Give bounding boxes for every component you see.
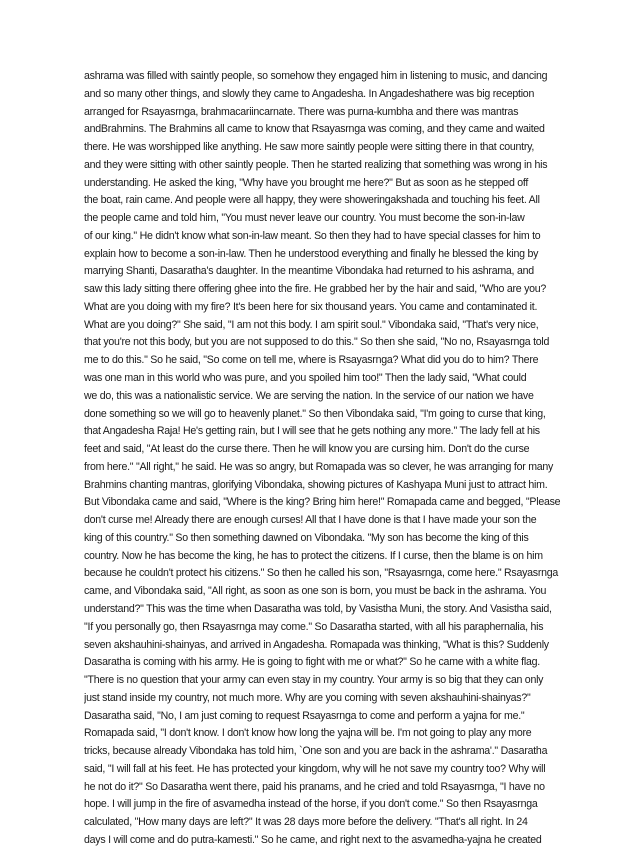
text-line: came, and Vibondaka said, "All right, as soon as one son is born, you must be back in the ashrama. You [84,585,547,598]
text-line: What are you doing?" She said, "I am not this body. I am spirit soul." Vibondaka said, "That's very nice, [84,318,539,331]
text-line: country. Now he has become the king, he has to protect the citizens. If I curse, then the blame is on him [84,549,543,562]
text-line: there. He was worshipped like anything. He saw more saintly people were sitting there in that country, [84,141,535,154]
text-line: explain how to become a son-in-law. Then he understood everything and finally he blessed the king by [84,247,539,260]
text-line: that Angadesha Raja! He's getting rain, but I will see that he gets nothing any more." The lady fell at his [84,425,540,438]
text-line: hope. I will jump in the fire of asvamedha instead of the horse, if you don't come." So then Rsayasrnga [84,798,538,811]
text-line: Brahmins chanting mantras, glorifying Vibondaka, showing pictures of Kashyapa Muni just to attract him. [84,478,548,491]
text-line: But Vibondaka came and said, "Where is the king? Bring him here!" Romapada came and begged, "Please [84,496,561,509]
text-line: he not do it?" So Dasaratha went there, paid his pranams, and he cried and told Rsayasrnga, "I have no [84,780,545,793]
text-line: don't curse me! Already there are enough curses! All that I have done is that I have made your son the [84,514,537,527]
text-line: Dasaratha said, "No, I am just coming to request Rsayasrnga to come and perform a yajna for me." [84,709,525,722]
text-line: "There is no question that your army can even stay in my country. Your army is so big that they can only [84,674,544,687]
text-line: ashrama was filled with saintly people, so somehow they engaged him in listening to music, and dancing [84,70,548,82]
text-line: said, "I will fall at his feet. He has protected your kingdom, why will he not save my country too? Why will [84,762,546,775]
text-line: saw this lady sitting there offering ghee into the fire. He grabbed her by the hair and said, "Who are you? [84,283,547,296]
text-line: and so many other things, and slowly they came to Angadesha. In Angadeshathere was big reception [84,87,535,100]
text-line: feet and said, "At least do the curse there. Then he will know you are cursing him. Don't do the curse [84,443,530,456]
text-line: days I will come and do putra-kamesti." So he came, and right next to the asvamedha-yajna he created [84,833,542,846]
text-line: tricks, because already Vibondaka has told him, `One son and you are back in the ashrama'." Dasaratha [84,745,548,758]
text-line: that you're not this body, but you are not supposed to do this." So then she said, "No no, Rsayasrnga told [84,336,550,349]
text-line: marrying Shanti, Dasaratha's daughter. In the meantime Vibondaka had returned to his ashrama, and [84,265,534,278]
text-line: was one man in this world who was pure, and you spoiled him too!" Then the lady said, "What could [84,372,527,385]
text-line: Dasaratha is coming with his army. He is going to fight with me or what?" So he came with a white flag. [84,656,540,669]
text-line: andBrahmins. The Brahmins all came to know that Rsayasrnga was coming, and they came and waited [84,123,545,136]
text-line: king of this country." So then something dawned on Vibondaka. "My son has become the king of this [84,531,529,544]
text-line: the boat, rain came. And people were all happy, they were showeringakshada and touching his feet. All [84,194,540,207]
text-line: from here." "All right," he said. He was so angry, but Romapada was so clever, he was arranging for many [84,460,554,473]
text-line: we do, this was a nationalistic service. We are serving the nation. In the service of our nation we have [84,389,534,402]
text-line: seven akshauhini-shainyas, and arrived in Angadesha. Romapada was thinking, "What is this? Suddenly [84,638,549,651]
text-line: "If you personally go, then Rsayasrnga may come." So Dasaratha started, with all his paraphernalia, his [84,620,544,633]
text-line: of our king." He didn't know what son-in-law meant. So then they had to have special classes for him to [84,229,541,242]
text-line: because he couldn't protect his citizens." So then he called his son, "Rsayasrnga, come here." Rsayasrnga [84,567,559,580]
text-line: me to do this." So he said, "So come on tell me, where is Rsayasrnga? What did you do to him? There [84,354,539,367]
text-line: understanding. He asked the king, "Why have you brought me here?" But as soon as he stepped off [84,176,529,189]
text-line: Romapada said, "I don't know. I don't know how long the yajna will be. I'm not going to play any more [84,727,532,740]
text-line: the people came and told him, "You must never leave our country. You must become the son-in-law [84,212,525,225]
text-line: arranged for Rsayasrnga, brahmacariincarnate. There was purna-kumbha and there was mantras [84,105,519,118]
text-line: understand?" This was the time when Dasaratha was told, by Vasistha Muni, the story. And Vasistha said, [84,602,552,615]
text-line: calculated, "How many days are left?" It was 28 days more before the delivery. "That's all right. In 24 [84,816,528,829]
text-line: just stand inside my country, not much more. Why are you coming with seven akshauhini-shainyas?" [84,691,531,704]
text-line: and they were sitting with other saintly people. Then he started realizing that something was wrong in his [84,158,548,171]
text-line: What are you doing with my fire? It's been here for six thousand years. You came and contaminated it. [84,300,538,313]
text-line: done something so we will go to heavenly planet." So then Vibondaka said, "I'm going to curse that king, [84,407,546,420]
document-page [84,68,572,850]
